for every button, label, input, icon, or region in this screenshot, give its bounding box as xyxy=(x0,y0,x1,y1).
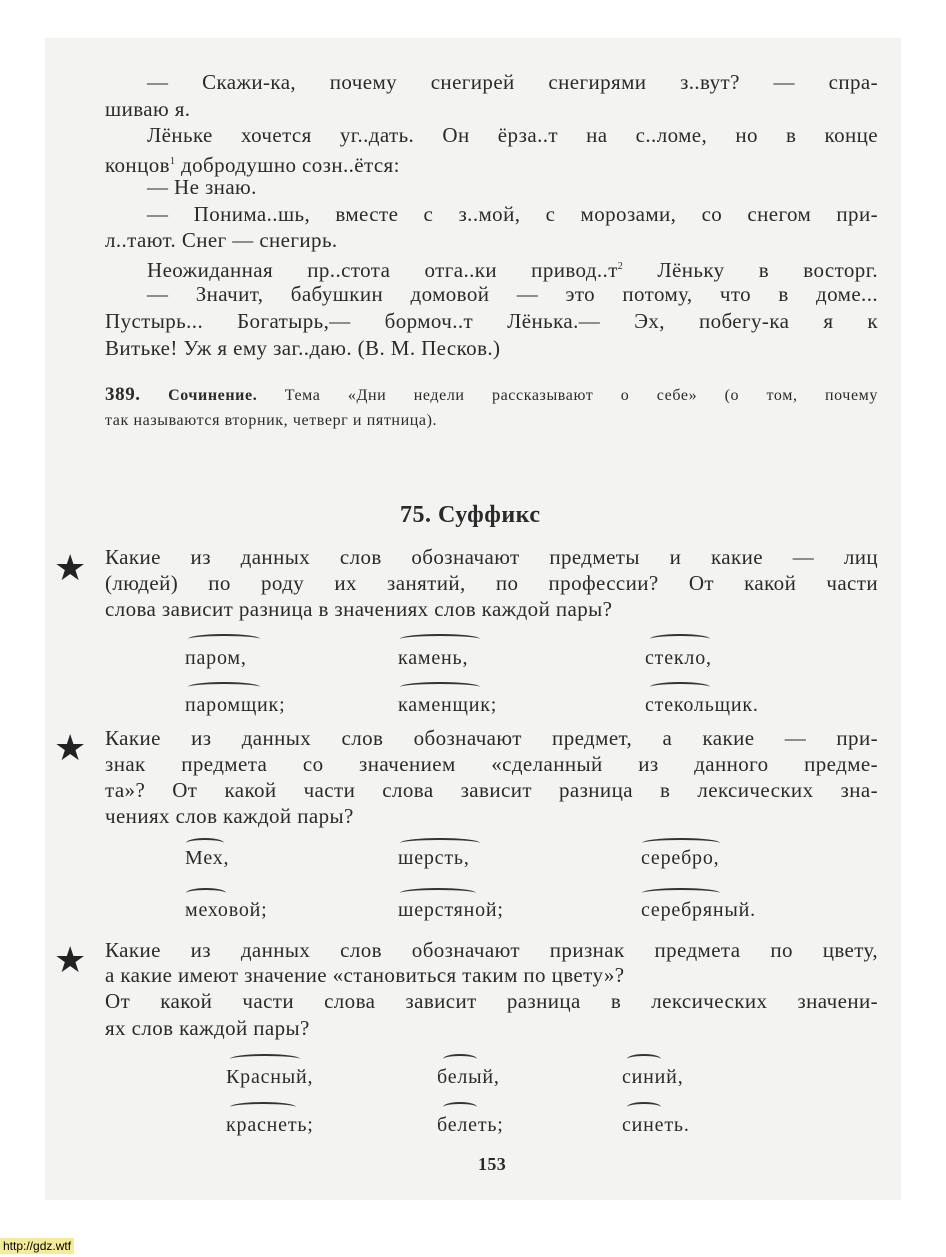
word: краснеть; xyxy=(226,1114,314,1136)
root-arc xyxy=(188,634,260,644)
star-icon: ★ xyxy=(54,940,87,980)
word: стекло, xyxy=(645,647,712,669)
text-line: — Скажи-ка, почему снегирей снегирями з..вут? — спра- xyxy=(147,70,878,94)
word: шерстяной; xyxy=(398,899,504,921)
exercise-label: Сочинение. xyxy=(168,387,258,404)
word: белеть; xyxy=(437,1114,504,1136)
root-arc xyxy=(230,1054,300,1064)
text-line: л..тают. Снег — снегирь. xyxy=(105,228,338,252)
task-line: та»? От какой части слова зависит разница в лексических зна- xyxy=(105,778,878,802)
task-line: знак предмета со значением «сделанный из данного предме- xyxy=(105,752,878,776)
word: Мех, xyxy=(185,847,230,869)
page-number: 153 xyxy=(478,1154,507,1174)
exercise-text: Тема «Дни недели рассказывают о себе» (о том, почему xyxy=(284,387,878,404)
task-line: ях слов каждой пары? xyxy=(105,1016,310,1040)
root-arc xyxy=(650,634,710,644)
root-arc xyxy=(400,634,480,644)
text-line: Витьке! Уж я ему заг..даю. (В. М. Песков.) xyxy=(105,336,501,360)
section-title: 75. Суффикс xyxy=(400,502,541,528)
word: меховой; xyxy=(185,899,268,921)
task-line: а какие имеют значение «становиться таким по цвету»? xyxy=(105,963,625,987)
root-arc xyxy=(230,1102,296,1112)
root-arc xyxy=(400,888,476,898)
exercise-389 xyxy=(105,383,878,408)
root-arc xyxy=(188,682,260,692)
word: синеть. xyxy=(622,1114,690,1136)
word: камень, xyxy=(398,647,469,669)
word: шерсть, xyxy=(398,847,470,869)
word: синий, xyxy=(622,1066,684,1088)
footnote-marker: 1 xyxy=(169,156,176,167)
text-line xyxy=(105,150,400,177)
watermark-link[interactable]: http://gdz.wtf xyxy=(0,1238,74,1254)
root-arc xyxy=(642,888,720,898)
text-line: шиваю я. xyxy=(105,97,191,121)
text-fragment: добродушно созн..ётся: xyxy=(181,153,400,177)
footnote-marker: 2 xyxy=(617,261,624,272)
task-line: Какие из данных слов обозначают признак предмета по цвету, xyxy=(105,938,878,962)
word: паром, xyxy=(185,647,247,669)
word: серебряный. xyxy=(641,899,756,921)
root-arc xyxy=(627,1054,661,1064)
word: паромщик; xyxy=(185,694,286,716)
text-fragment: концов xyxy=(105,153,170,177)
root-arc xyxy=(650,682,710,692)
task-line: Какие из данных слов обозначают предметы и какие — лиц xyxy=(105,545,878,569)
root-arc xyxy=(186,888,226,898)
task-line: чениях слов каждой пары? xyxy=(105,804,354,828)
text-line: — Значит, бабушкин домовой — это потому, что в доме... xyxy=(147,282,878,306)
root-arc xyxy=(627,1102,661,1112)
task-line: Какие из данных слов обозначают предмет, а какие — при- xyxy=(105,726,878,750)
star-icon: ★ xyxy=(54,728,87,768)
word: Красный, xyxy=(226,1066,314,1088)
word: каменщик; xyxy=(398,694,498,716)
exercise-number: 389. xyxy=(105,384,141,405)
text-line xyxy=(147,255,878,282)
root-arc xyxy=(443,1054,477,1064)
text-line: Пустырь... Богатырь,— бормоч..т Лёнька.— Эх, побегу-ка я к xyxy=(105,309,878,333)
word: белый, xyxy=(437,1066,500,1088)
task-line: От какой части слова зависит разница в лексических значени- xyxy=(105,989,878,1013)
text-fragment: Лёньку в восторг. xyxy=(657,258,878,282)
root-arc xyxy=(443,1102,477,1112)
root-arc xyxy=(400,682,480,692)
exercise-text: так называются вторник, четверг и пятница). xyxy=(105,412,438,429)
star-icon: ★ xyxy=(54,548,87,588)
task-line: (людей) по роду их занятий, по профессии? От какой части xyxy=(105,571,878,595)
text-line: — Понима..шь, вместе с з..мой, с морозами, со снегом при- xyxy=(147,202,878,226)
task-line: слова зависит разница в значениях слов каждой пары? xyxy=(105,597,613,621)
text-line: Лёньке хочется уг..дать. Он ёрза..т на с..ломе, но в конце xyxy=(147,123,878,147)
word: серебро, xyxy=(641,847,720,869)
text-fragment: Неожиданная пр..стота отга..ки привод..т xyxy=(147,258,618,282)
word: стекольщик. xyxy=(645,694,759,716)
text-line: — Не знаю. xyxy=(147,175,257,199)
